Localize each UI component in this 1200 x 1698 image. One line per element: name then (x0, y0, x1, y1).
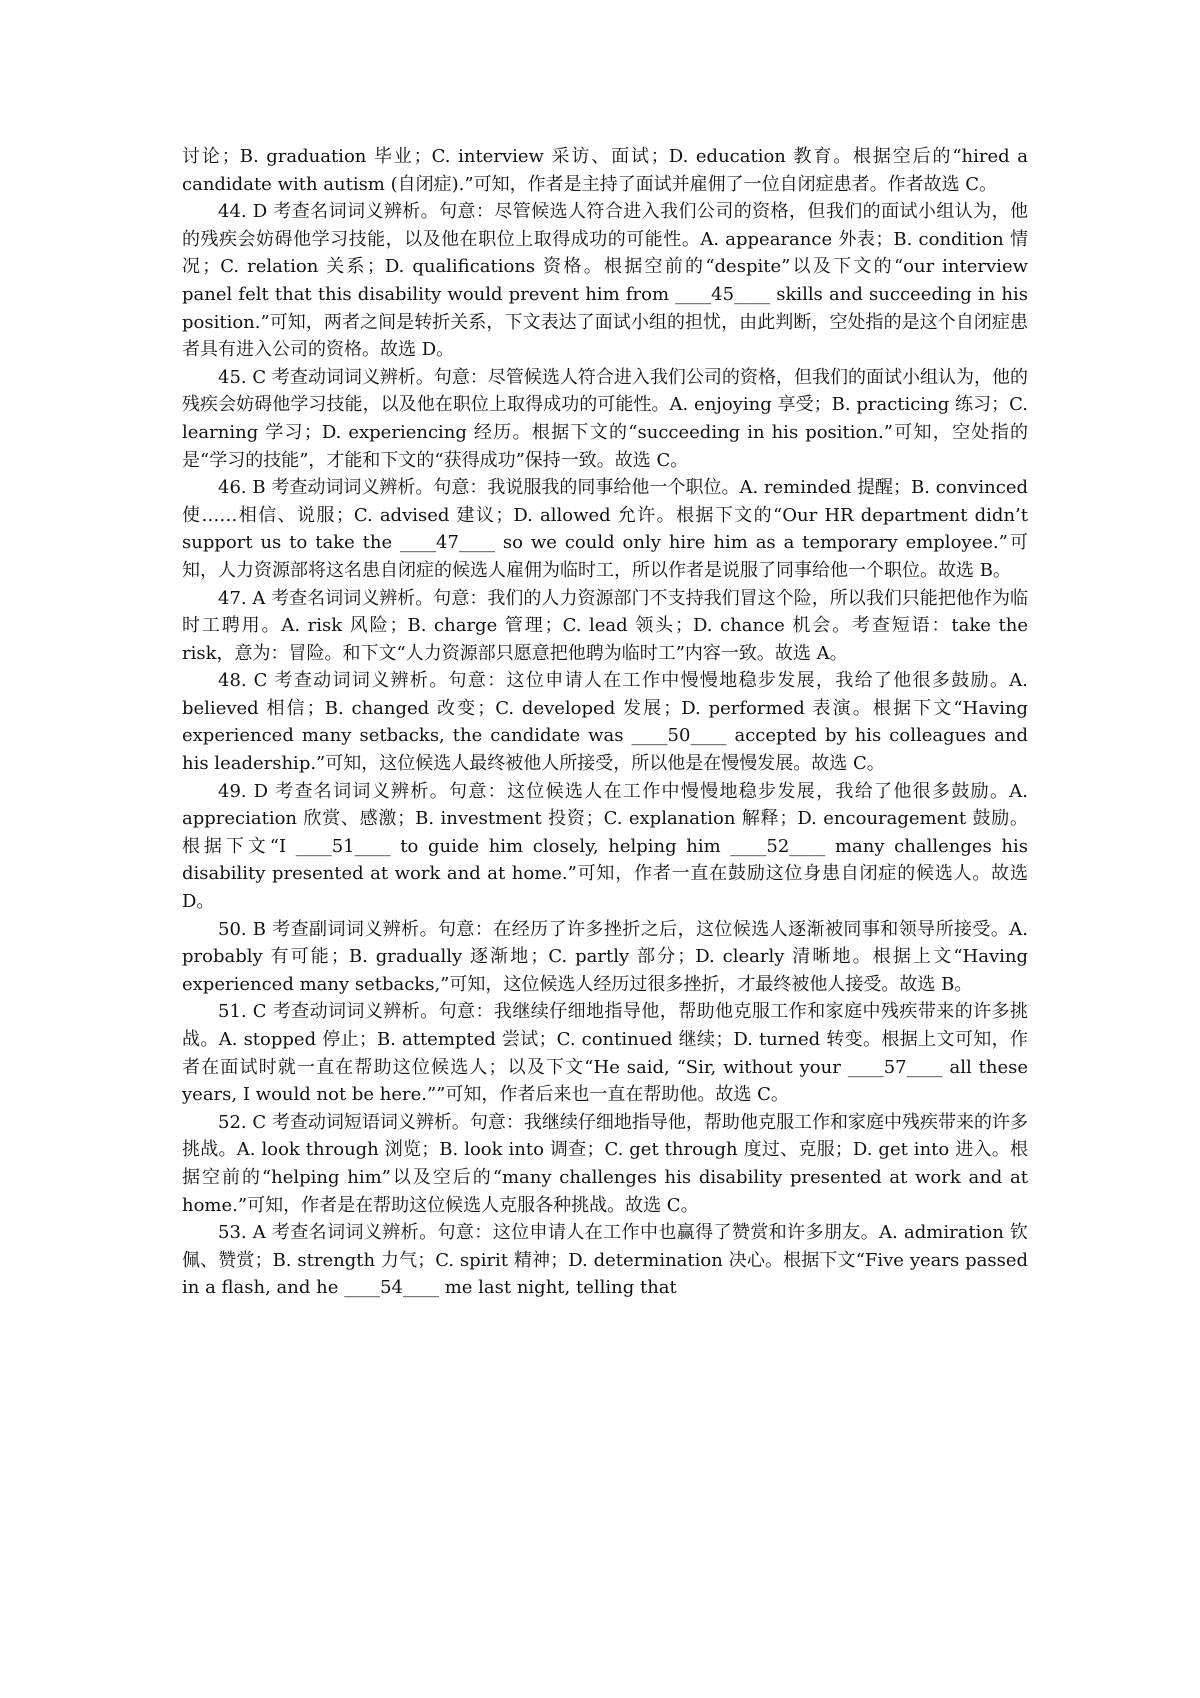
answer-explanation-page (182, 143, 1028, 1302)
paragraph-45: 45. C 考查动词词义辨析。句意：尽管候选人符合进入我们公司的资格，但我们的面试小组认为，他的残疾会妨碍他学习技能，以及他在职位上取得成功的可能性。A. enjoying 享受；B. practicing 练习；C. learning 学习；D. experiencing 经历。根据下文的“succeeding in his position.”可知，空处指的是“学习的技能”，才能和下文的“获得成功”保持一致。故选 C。 (182, 366, 1028, 471)
paragraph-43-continued: 讨论；B. graduation 毕业；C. interview 采访、面试；D. education 教育。根据空后的“hired a candidate with autism (自闭症).”可知，作者是主持了面试并雇佣了一位自闭症患者。作者故选 C。 (182, 146, 1028, 195)
paragraph-47: 47. A 考查名词词义辨析。句意：我们的人力资源部门不支持我们冒这个险，所以我们只能把他作为临时工聘用。A. risk 风险；B. charge 管理；C. lead 领头；D. chance 机会。考查短语：take the risk，意为：冒险。和下文“人力资源部只愿意把他聘为临时工”内容一致。故选 A。 (182, 587, 1028, 664)
paragraph-44: 44. D 考查名词词义辨析。句意：尽管候选人符合进入我们公司的资格，但我们的面试小组认为，他的残疾会妨碍他学习技能，以及他在职位上取得成功的可能性。A. appearance 外表；B. condition 情况；C. relation 关系；D. qualifications 资格。根据空前的“despite”以及下文的“our interview panel felt that this disability would prevent him from ____45____ skills and succeeding in his position.”可知，两者之间是转折关系，下文表达了面试小组的担忧，由此判断，空处指的是这个自闭症患者具有进入公司的资格。故选 D。 (182, 201, 1028, 361)
paragraph-48: 48. C 考查动词词义辨析。句意：这位申请人在工作中慢慢地稳步发展，我给了他很多鼓励。A. believed 相信；B. changed 改变；C. developed 发展；D. performed 表演。根据下文“Having experienced many setbacks, the candidate was ____50____ accepted by his colleagues and his leadership.”可知，这位候选人最终被他人所接受，所以他是在慢慢发展。故选 C。 (182, 670, 1028, 775)
paragraph-53: 53. A 考查名词词义辨析。句意：这位申请人在工作中也赢得了赞赏和许多朋友。A. admiration 钦佩、赞赏；B. strength 力气；C. spirit 精神；D. determination 决心。根据下文“Five years passed in a flash, and he ____54____ me last night, telling that (182, 1222, 1028, 1299)
paragraph-51: 51. C 考查动词词义辨析。句意：我继续仔细地指导他，帮助他克服工作和家庭中残疾带来的许多挑战。A. stopped 停止；B. attempted 尝试；C. continued 继续；D. turned 转变。根据上文可知，作者在面试时就一直在帮助这位候选人；以及下文“He said, “Sir, without your ____57____ all these years, I would not be here.””可知，作者后来也一直在帮助他。故选 C。 (182, 1001, 1028, 1106)
paragraph-50: 50. B 考查副词词义辨析。句意：在经历了许多挫折之后，这位候选人逐渐被同事和领导所接受。A. probably 有可能；B. gradually 逐渐地；C. partly 部分；D. clearly 清晰地。根据上文“Having experienced many setbacks,”可知，这位候选人经历过很多挫折，才最终被他人接受。故选 B。 (182, 918, 1028, 995)
paragraph-52: 52. C 考查动词短语词义辨析。句意：我继续仔细地指导他，帮助他克服工作和家庭中残疾带来的许多挑战。A. look through 浏览；B. look into 调查；C. get through 度过、克服；D. get into 进入。根据空前的“helping him”以及空后的“many challenges his disability presented at work and at home.”可知，作者是在帮助这位候选人克服各种挑战。故选 C。 (182, 1111, 1028, 1216)
paragraph-46: 46. B 考查动词词义辨析。句意：我说服我的同事给他一个职位。A. reminded 提醒；B. convinced 使……相信、说服；C. advised 建议；D. allowed 允许。根据下文的“Our HR department didn’t support us to take the ____47____ so we could only hire him as a temporary employee.”可知，人力资源部将这名患自闭症的候选人雇佣为临时工，所以作者是说服了同事给他一个职位。故选 B。 (182, 477, 1028, 581)
paragraph-49: 49. D 考查名词词义辨析。句意：这位候选人在工作中慢慢地稳步发展，我给了他很多鼓励。A. appreciation 欣赏、感激；B. investment 投资；C. explanation 解释；D. encouragement 鼓励。根据下文“I ____51____ to guide him closely, helping him ____52____ many challenges his disability presented at work and at home.”可知，作者一直在鼓励这位身患自闭症的候选人。故选 D。 (182, 780, 1028, 913)
